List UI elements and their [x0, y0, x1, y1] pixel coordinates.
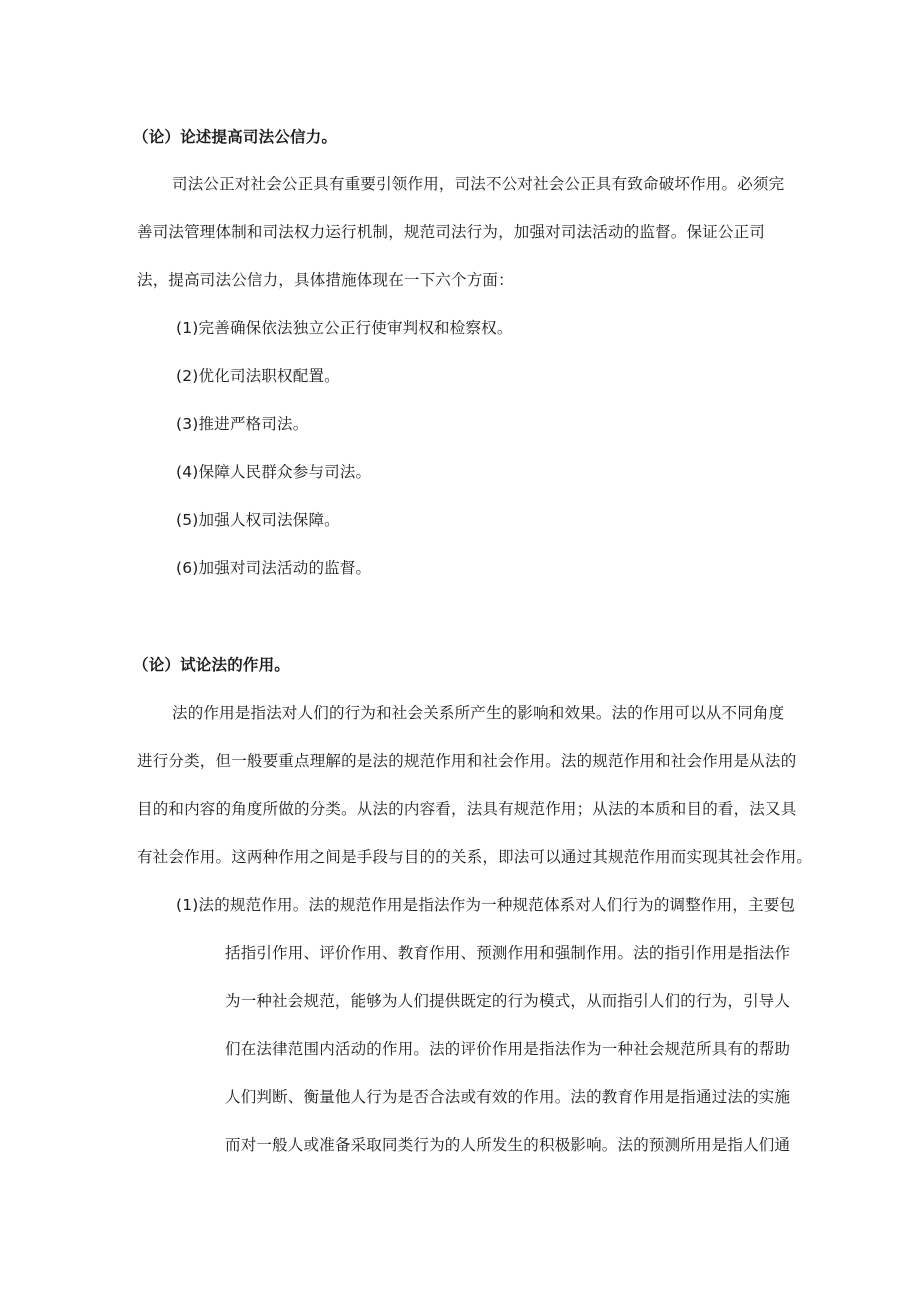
- section2-item1-line-4: 们在法律范围内活动的作用。法的评价作用是指法作为一种社会规范所具有的帮助: [225, 1040, 791, 1058]
- section2-item1-line-1: (1)法的规范作用。法的规范作用是指法作为一种规范体系对人们行为的调整作用，主要包: [176, 896, 796, 914]
- section2-item1-line-5: 人们判断、衡量他人行为是否合法或有效的作用。法的教育作用是指通过法的实施: [225, 1088, 791, 1106]
- section2-para-line-1: 法的作用是指法对人们的行为和社会关系所产生的影响和效果。法的作用可以从不同角度: [172, 704, 785, 722]
- section2-item1-line-6: 而对一般人或准备采取同类行为的人所发生的积极影响。法的预测所用是指人们通: [225, 1136, 791, 1154]
- section2-para-line-4: 有社会作用。这两种作用之间是手段与目的的关系，即法可以通过其规范作用而实现其社会作用。: [137, 848, 813, 866]
- section2-para-line-2: 进行分类，但一般要重点理解的是法的规范作用和社会作用。法的规范作用和社会作用是从法的: [137, 752, 797, 770]
- section2-heading: （论）试论法的作用。: [133, 656, 291, 674]
- section1-item-1: (1)完善确保依法独立公正行使审判权和检察权。: [176, 319, 513, 337]
- section1-para-line-2: 善司法管理体制和司法权力运行机制，规范司法行为，加强对司法活动的监督。保证公正司: [137, 223, 766, 241]
- section1-item-2: (2)优化司法职权配置。: [176, 367, 340, 385]
- section1-para-line-3: 法，提高司法公信力，具体措施体现在一下六个方面：: [137, 271, 514, 289]
- section1-item-6: (6)加强对司法活动的监督。: [176, 559, 372, 577]
- section1-item-4: (4)保障人民群众参与司法。: [176, 463, 372, 481]
- section1-heading: （论）论述提高司法公信力。: [133, 128, 338, 146]
- section1-para-line-1: 司法公正对社会公正具有重要引领作用，司法不公对社会公正具有致命破坏作用。必须完: [172, 175, 785, 193]
- section2-item1-line-2: 括指引作用、评价作用、教育作用、预测作用和强制作用。法的指引作用是指法作: [225, 944, 791, 962]
- section2-para-line-3: 目的和内容的角度所做的分类。从法的内容看，法具有规范作用；从法的本质和目的看，法又具: [137, 800, 797, 818]
- section1-item-3: (3)推进严格司法。: [176, 415, 309, 433]
- section1-item-5: (5)加强人权司法保障。: [176, 511, 340, 529]
- section2-item1-line-3: 为一种社会规范，能够为人们提供既定的行为模式，从而指引人们的行为，引导人: [225, 992, 791, 1010]
